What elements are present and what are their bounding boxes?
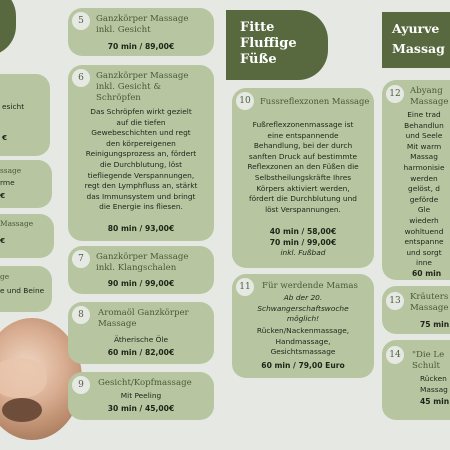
- card-8-title-2: Massage: [98, 319, 137, 329]
- card-6-title-3: Schröpfen: [96, 93, 141, 103]
- banner-feet-line-3: Füße: [240, 52, 277, 67]
- card-9-number: 9: [72, 376, 90, 394]
- banner-ayur-line-2: Massag: [392, 41, 445, 56]
- left-card-1: [0, 0, 16, 56]
- banner-feet-line-2: Fluffige: [240, 36, 297, 51]
- card-5-title-2: inkl. Gesicht: [96, 25, 151, 35]
- card-14-description: Rücken Massag: [420, 374, 448, 394]
- left-frag-price2: €: [0, 191, 6, 200]
- card-14-number: 14: [386, 346, 404, 364]
- card-10-title: Fussreflexzonen Massage: [260, 96, 370, 106]
- card-13-title-1: Kräuters: [410, 292, 449, 302]
- card-8-number: 8: [72, 306, 90, 324]
- service-card-12[interactable]: [382, 80, 450, 280]
- left-frag-price: €: [2, 133, 8, 142]
- banner-ayurveda: [382, 12, 450, 68]
- left-frag-6: e und Beine: [0, 286, 45, 295]
- card-5-number: 5: [72, 12, 90, 30]
- service-card-13[interactable]: [382, 286, 450, 334]
- card-10-price-2: 70 min / 99,00€: [269, 238, 337, 247]
- card-13-number: 13: [386, 292, 404, 310]
- card-8-description: Ätherische Öle: [113, 335, 169, 344]
- card-6-title-2: inkl. Gesicht &: [96, 82, 161, 92]
- card-12-title-1: Abyang: [410, 86, 443, 96]
- card-14-title-2: Schult: [412, 361, 440, 371]
- card-12-description: Eine trad Behandlun und Seele Mit warm Massag harmonisie werden gelöst, d geförde Gle wiederh wohltuend entspanne und sorgt inne: [403, 110, 445, 268]
- card-13-price: 75 min: [420, 320, 450, 329]
- card-8-price: 60 min / 82,00€: [107, 348, 175, 357]
- card-7-number: 7: [72, 250, 90, 268]
- card-13-title-2: Massage: [410, 303, 449, 313]
- card-11-description: Rücken/Nackenmassage, Handmassage, Gesichtsmassage: [256, 326, 350, 357]
- banner-feet: [226, 10, 328, 80]
- card-9-price: 30 min / 45,00€: [107, 404, 175, 413]
- card-14-title-1: "Die Le: [412, 350, 445, 360]
- card-7-title-1: Ganzkörper Massage: [96, 252, 189, 262]
- card-5-price: 70 min / 89,00€: [107, 42, 175, 51]
- card-7-price: 90 min / 99,00€: [107, 279, 175, 288]
- left-frag-3: rme: [0, 178, 15, 187]
- card-7-title-2: inkl. Klangschalen: [96, 263, 177, 273]
- card-9-title: Gesicht/Kopfmassage: [98, 378, 192, 388]
- card-6-title-1: Ganzkörper Massage: [96, 71, 189, 81]
- card-11-number: 11: [236, 278, 254, 296]
- left-frag-price3: €: [0, 236, 6, 245]
- service-card-14[interactable]: [382, 340, 450, 420]
- service-card-8[interactable]: [68, 302, 214, 364]
- service-card-10[interactable]: [232, 88, 374, 268]
- card-12-price: 60 min: [412, 269, 442, 278]
- left-card-2: [0, 74, 50, 156]
- left-card-3: [0, 160, 52, 208]
- card-10-description: Fußreflexzonenmassage ist eine entspannende Behandlung, bei der durch sanften Druck auf bestimmte Reflexzonen an den Füßen die Selbstheilungskräfte Ihres Körpers aktiviert werden, fördert die Durchblutung und löst Verspannungen.: [247, 120, 359, 214]
- service-card-6[interactable]: [68, 65, 214, 241]
- left-frag-4: Massage: [0, 219, 34, 228]
- service-card-5[interactable]: [68, 8, 214, 56]
- card-11-price: 60 min / 79,00 Euro: [261, 361, 345, 370]
- card-11-subtitle: Ab der 20. Schwangerschaftswoche möglich!: [257, 293, 349, 324]
- card-9-description: Mit Peeling: [120, 391, 162, 400]
- service-card-9[interactable]: [68, 372, 214, 420]
- left-frag-5: ge: [0, 272, 10, 281]
- banner-ayur-line-1: Ayurve: [392, 21, 440, 36]
- left-card-4: [0, 214, 54, 258]
- left-frag-2: ssage: [0, 166, 22, 175]
- card-12-title-2: Massage: [410, 97, 449, 107]
- card-6-price: 80 min / 93,00€: [107, 224, 175, 233]
- service-card-7[interactable]: [68, 246, 214, 294]
- left-frag-1: esicht: [2, 102, 25, 111]
- card-6-description: Das Schröpfen wirkt gezielt auf die tiefen Gewebeschichten und regt den körpereigenen Reinigungsprozess an, fördert die Durchblutung, löst tiefliegende Verspannungen, regt den Lymphfluss an, stärkt das Immunsystem und bringt die Energie ins fliesen.: [84, 107, 198, 212]
- card-10-number: 10: [236, 92, 254, 110]
- banner-feet-line-1: Fitte: [240, 20, 275, 35]
- card-6-number: 6: [72, 69, 90, 87]
- card-10-note: inkl. Fußbad: [280, 248, 326, 257]
- left-card-5: [0, 266, 52, 312]
- card-14-price: 45 min: [420, 397, 450, 406]
- card-8-title-1: Aromaöl Ganzkörper: [98, 308, 189, 318]
- card-11-title: Für werdende Mamas: [262, 281, 358, 291]
- card-5-title-1: Ganzkörper Massage: [96, 14, 189, 24]
- card-10-price-1: 40 min / 58,00€: [269, 227, 337, 236]
- card-12-number: 12: [386, 85, 404, 103]
- service-card-11[interactable]: [232, 274, 374, 378]
